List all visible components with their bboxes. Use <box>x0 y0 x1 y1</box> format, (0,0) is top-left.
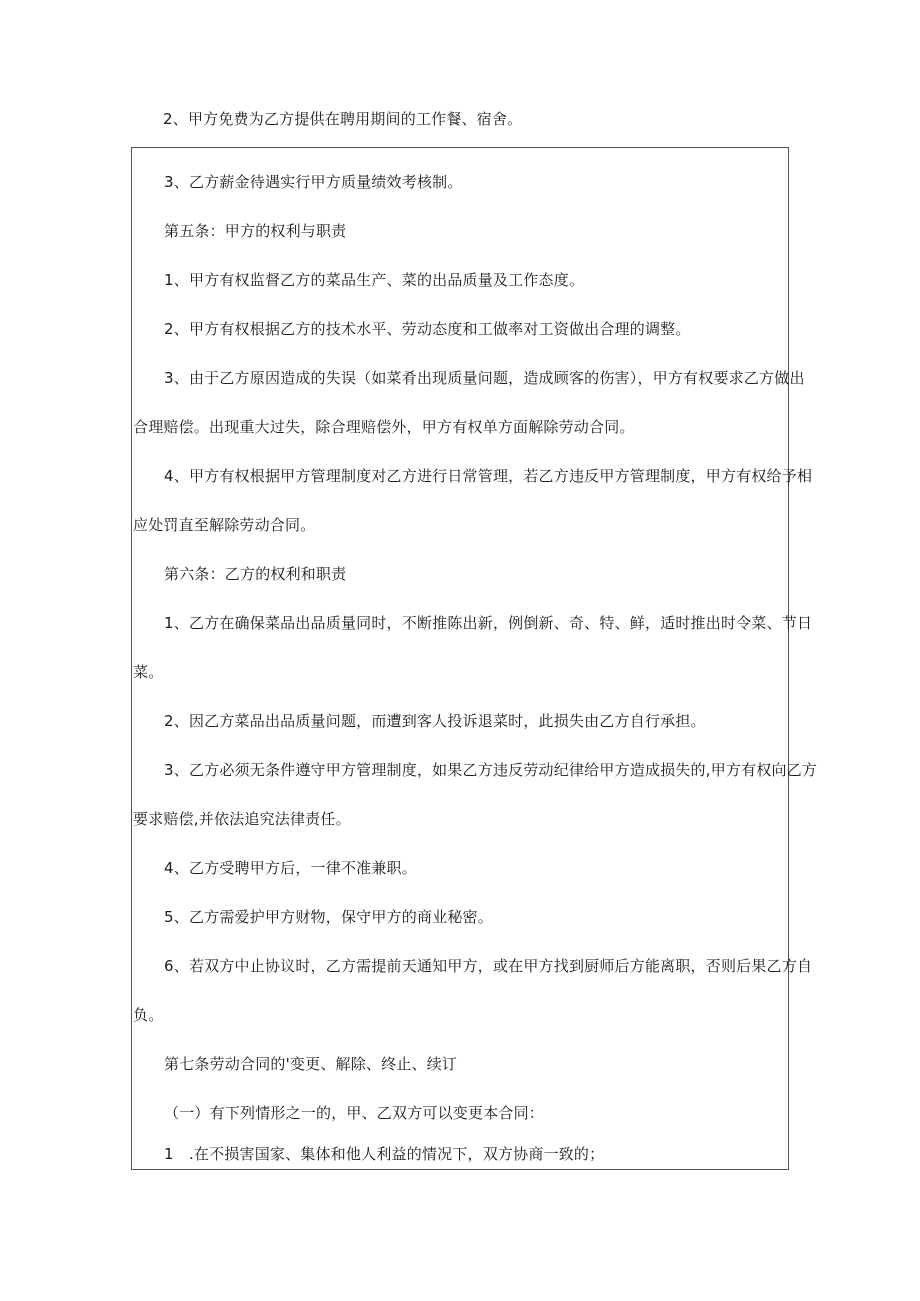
paragraph: 3、由于乙方原因造成的失误（如菜肴出现质量问题，造成顾客的伤害），甲方有权要求乙方做出 <box>164 369 805 387</box>
paragraph: 4、甲方有权根据甲方管理制度对乙方进行日常管理，若乙方违反甲方管理制度，甲方有权给予相 <box>164 467 813 485</box>
paragraph: 1、乙方在确保菜品出品质量同时，不断推陈出新，例倒新、奇、特、鲜，适时推出时令菜、节日 <box>164 614 813 632</box>
paragraph: 5、乙方需爱护甲方财物，保守甲方的商业秘密。 <box>164 908 493 926</box>
paragraph-continuation: 要求赔偿,并依法追究法律责任。 <box>133 810 351 828</box>
paragraph: 2、因乙方菜品出品质量问题，而遭到客人投诉退菜时，此损失由乙方自行承担。 <box>164 712 706 730</box>
section-heading-7: 第七条劳动合同的'变更、解除、终止、续订 <box>164 1055 458 1073</box>
paragraph: 3、乙方必须无条件遵守甲方管理制度，如果乙方违反劳动纪律给甲方造成损失的,甲方有权向乙方 <box>164 761 818 779</box>
paragraph-continuation: 菜。 <box>133 663 164 681</box>
paragraph: 1、甲方有权监督乙方的菜品生产、菜的出品质量及工作态度。 <box>164 271 585 289</box>
paragraph: 2、甲方有权根据乙方的技术水平、劳动态度和工做率对工资做出合理的调整。 <box>164 320 691 338</box>
paragraph: （一）有下列情形之一的，甲、乙双方可以变更本合同： <box>164 1104 545 1122</box>
paragraph-intro: 2、甲方免费为乙方提供在聘用期间的工作餐、宿舍。 <box>163 110 523 128</box>
section-heading-6: 第六条：乙方的权利和职责 <box>164 565 347 583</box>
paragraph: 1 .在不损害国家、集体和他人利益的情况下，双方协商一致的； <box>164 1145 605 1163</box>
paragraph: 4、乙方受聘甲方后，一律不准兼职。 <box>164 859 417 877</box>
paragraph-continuation: 负。 <box>133 1006 164 1024</box>
paragraph-continuation: 合理赔偿。出现重大过失，除合理赔偿外，甲方有权单方面解除劳动合同。 <box>133 418 635 436</box>
contract-text-frame <box>131 147 818 1170</box>
paragraph: 3、乙方薪金待遇实行甲方质量绩效考核制。 <box>164 173 463 191</box>
section-heading-5: 第五条：甲方的权利与职责 <box>164 222 347 240</box>
paragraph-continuation: 应处罚直至解除劳动合同。 <box>133 516 316 534</box>
paragraph: 6、若双方中止协议时，乙方需提前天通知甲方，或在甲方找到厨师后方能离职，否则后果乙方自 <box>164 957 813 975</box>
